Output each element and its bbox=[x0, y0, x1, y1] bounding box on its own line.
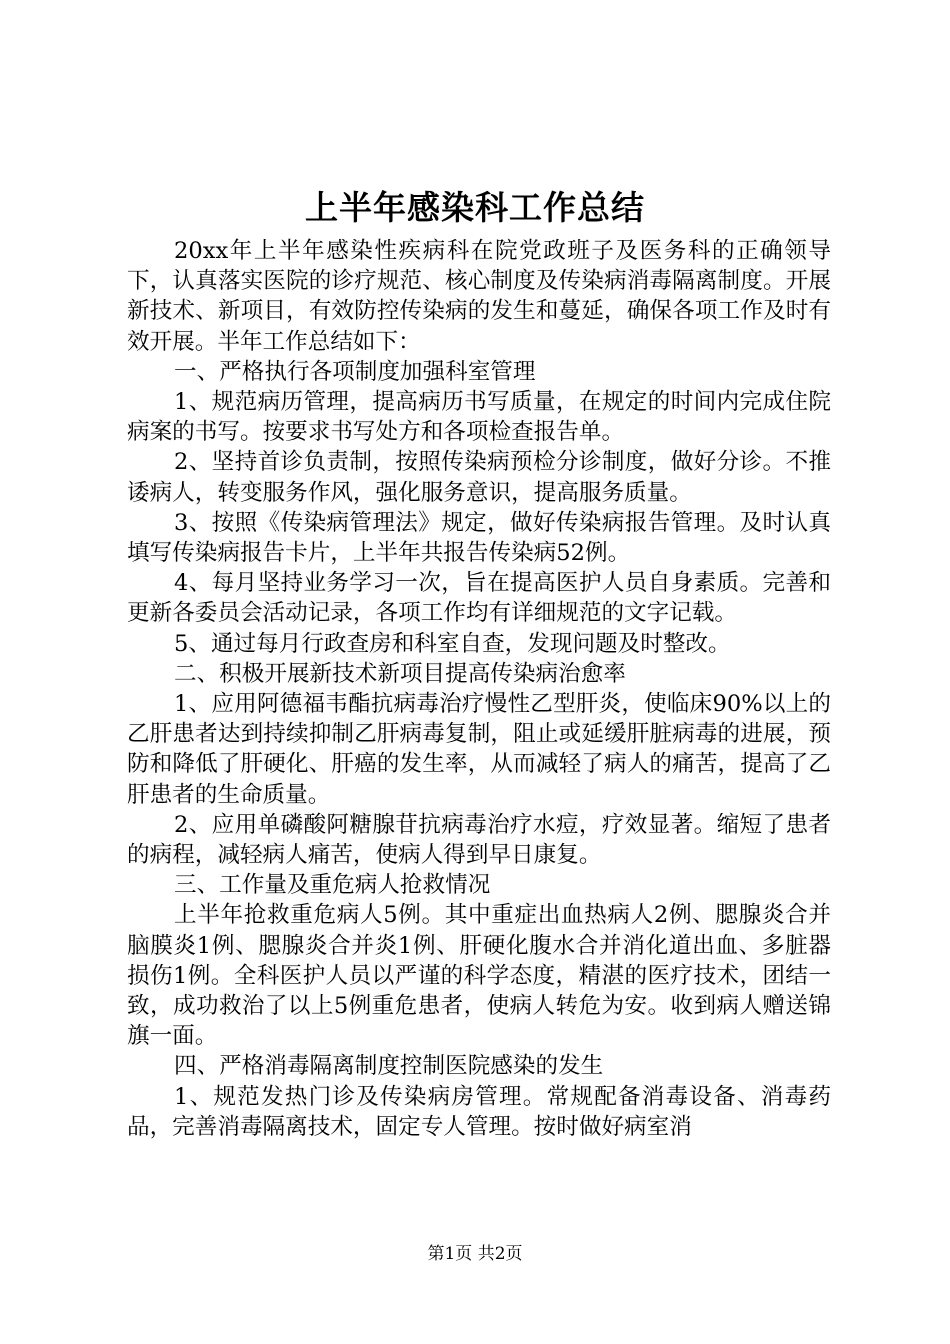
paragraph: 上半年抢救重危病人5例。其中重症出血热病人2例、腮腺炎合并脑膜炎1例、腮腺炎合并炎1例、肝硬化腹水合并消化道出血、多脏器损伤1例。全科医护人员以严谨的科学态度，精湛的医疗技术，团结一致，成功救治了以上5例重危患者，使病人转危为安。收到病人赠送锦旗一面。 bbox=[127, 902, 831, 1050]
document-title: 上半年感染科工作总结 bbox=[305, 188, 645, 227]
paragraph: 1、规范病历管理，提高病历书写质量，在规定的时间内完成住院病案的书写。按要求书写处方和各项检查报告单。 bbox=[127, 389, 831, 446]
paragraph: 1、应用阿德福韦酯抗病毒治疗慢性乙型肝炎，使临床90%以上的乙肝患者达到持续抑制乙肝病毒复制，阻止或延缓肝脏病毒的进展，预防和降低了肝硬化、肝癌的发生率，从而减轻了病人的痛苦，提高了乙肝患者的生命质量。 bbox=[127, 691, 831, 808]
paragraph: 4、每月坚持业务学习一次，旨在提高医护人员自身素质。完善和更新各委员会活动记录，各项工作均有详细规范的文字记载。 bbox=[127, 570, 831, 627]
document-body bbox=[127, 236, 831, 1142]
page-footer: 第1页 共2页 bbox=[427, 1244, 523, 1264]
section-heading-3: 三、工作量及重危病人抢救情况 bbox=[174, 872, 491, 899]
intro-paragraph: 20xx年上半年感染性疾病科在院党政班子及医务科的正确领导下，认真落实医院的诊疗规范、核心制度及传染病消毒隔离制度。开展新技术、新项目，有效防控传染病的发生和蔓延，确保各项工作及时有效开展。半年工作总结如下： bbox=[127, 238, 831, 355]
paragraph: 5、通过每月行政查房和科室自查，发现问题及时整改。 bbox=[174, 630, 731, 657]
paragraph: 2、应用单磷酸阿糖腺苷抗病毒治疗水痘，疗效显著。缩短了患者的病程，减轻病人痛苦，使病人得到早日康复。 bbox=[127, 811, 831, 869]
paragraph: 1、规范发热门诊及传染病房管理。常规配备消毒设备、消毒药品，完善消毒隔离技术，固定专人管理。按时做好病室消 bbox=[127, 1083, 831, 1140]
section-heading-2: 二、积极开展新技术新项目提高传染病治愈率 bbox=[174, 660, 626, 687]
paragraph: 2、坚持首诊负责制，按照传染病预检分诊制度，做好分诊。不推诿病人，转变服务作风，强化服务意识，提高服务质量。 bbox=[127, 449, 831, 506]
paragraph: 3、按照《传染病管理法》规定，做好传染病报告管理。及时认真填写传染病报告卡片，上半年共报告传染病52例。 bbox=[127, 509, 831, 567]
section-heading-4: 四、严格消毒隔离制度控制医院感染的发生 bbox=[174, 1053, 604, 1080]
section-heading-1: 一、严格执行各项制度加强科室管理 bbox=[174, 358, 536, 385]
